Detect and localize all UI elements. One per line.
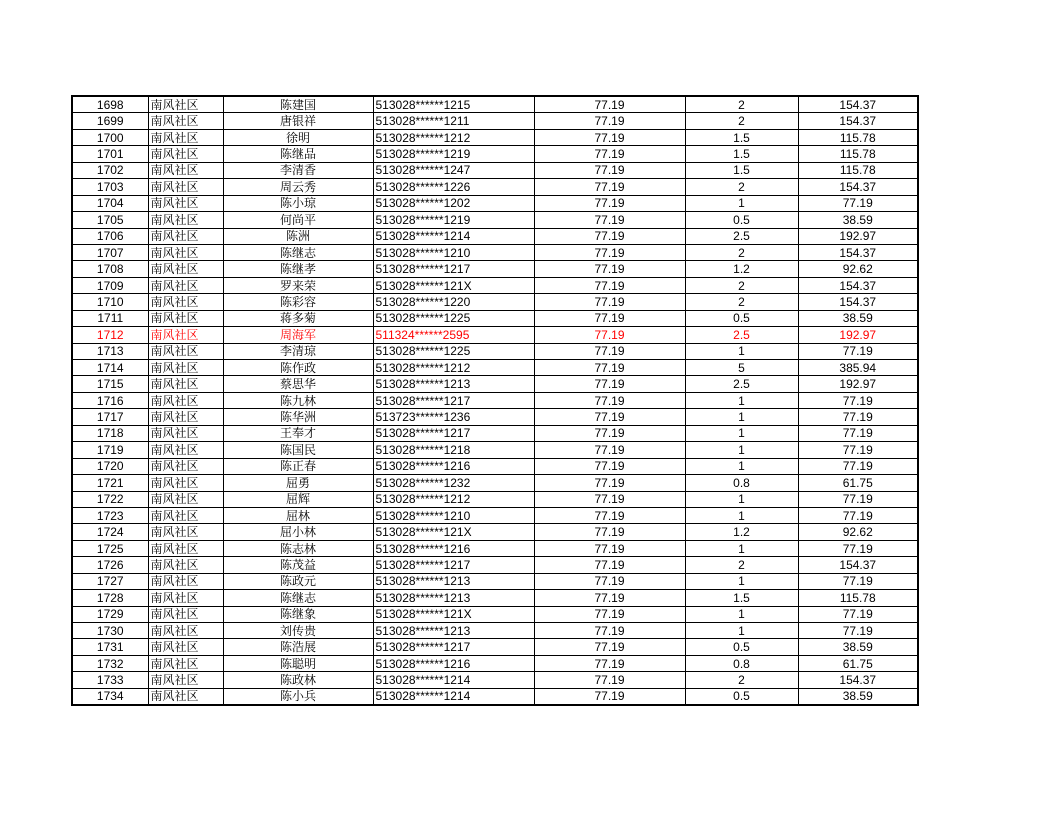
quantity-cell: 2	[685, 96, 798, 113]
name-cell: 蔡思华	[223, 376, 373, 392]
quantity-cell: 1	[685, 623, 798, 639]
row-number-cell: 1721	[72, 475, 148, 491]
id-number-cell: 513028******1211	[373, 113, 534, 129]
name-cell: 陈彩容	[223, 294, 373, 310]
community-cell: 南风社区	[148, 606, 223, 622]
name-cell: 陈继志	[223, 244, 373, 260]
amount-cell: 61.75	[798, 655, 918, 671]
name-cell: 陈作政	[223, 360, 373, 376]
row-number-cell: 1713	[72, 343, 148, 359]
row-number-cell: 1730	[72, 623, 148, 639]
quantity-cell: 2.5	[685, 228, 798, 244]
quantity-cell: 2.5	[685, 327, 798, 343]
quantity-cell: 1	[685, 409, 798, 425]
amount-cell: 38.59	[798, 639, 918, 655]
amount-cell: 77.19	[798, 540, 918, 556]
amount-cell: 154.37	[798, 557, 918, 573]
row-number-cell: 1707	[72, 244, 148, 260]
amount-cell: 77.19	[798, 458, 918, 474]
id-number-cell: 513028******1213	[373, 376, 534, 392]
table-row	[72, 179, 918, 195]
quantity-cell: 1.5	[685, 146, 798, 162]
name-cell: 李清香	[223, 162, 373, 178]
table-row	[72, 244, 918, 260]
unit-price-cell: 77.19	[534, 294, 685, 310]
community-cell: 南风社区	[148, 129, 223, 145]
quantity-cell: 2	[685, 244, 798, 260]
name-cell: 陈华洲	[223, 409, 373, 425]
name-cell: 屈辉	[223, 491, 373, 507]
community-cell: 南风社区	[148, 507, 223, 523]
name-cell: 陈志林	[223, 540, 373, 556]
row-number-cell: 1702	[72, 162, 148, 178]
table-row	[72, 655, 918, 671]
unit-price-cell: 77.19	[534, 113, 685, 129]
amount-cell: 38.59	[798, 212, 918, 228]
quantity-cell: 1	[685, 195, 798, 211]
name-cell: 陈继孝	[223, 261, 373, 277]
row-number-cell: 1705	[72, 212, 148, 228]
table-row	[72, 277, 918, 293]
id-number-cell: 513028******1216	[373, 540, 534, 556]
name-cell: 王奉才	[223, 425, 373, 441]
table-row	[72, 392, 918, 408]
table-row	[72, 639, 918, 655]
amount-cell: 385.94	[798, 360, 918, 376]
community-cell: 南风社区	[148, 392, 223, 408]
table-row	[72, 425, 918, 441]
quantity-cell: 1	[685, 442, 798, 458]
name-cell: 刘传贵	[223, 623, 373, 639]
table-row	[72, 475, 918, 491]
row-number-cell: 1699	[72, 113, 148, 129]
unit-price-cell: 77.19	[534, 573, 685, 589]
id-number-cell: 513028******1217	[373, 557, 534, 573]
name-cell: 屈林	[223, 507, 373, 523]
unit-price-cell: 77.19	[534, 376, 685, 392]
id-number-cell: 513028******1220	[373, 294, 534, 310]
data-table	[71, 95, 919, 706]
amount-cell: 77.19	[798, 442, 918, 458]
unit-price-cell: 77.19	[534, 409, 685, 425]
row-number-cell: 1712	[72, 327, 148, 343]
quantity-cell: 2	[685, 672, 798, 688]
unit-price-cell: 77.19	[534, 360, 685, 376]
unit-price-cell: 77.19	[534, 425, 685, 441]
quantity-cell: 1.2	[685, 261, 798, 277]
unit-price-cell: 77.19	[534, 442, 685, 458]
name-cell: 唐银祥	[223, 113, 373, 129]
quantity-cell: 1	[685, 540, 798, 556]
community-cell: 南风社区	[148, 590, 223, 606]
table-row	[72, 310, 918, 326]
quantity-cell: 1	[685, 491, 798, 507]
community-cell: 南风社区	[148, 573, 223, 589]
id-number-cell: 513028******1219	[373, 146, 534, 162]
quantity-cell: 2	[685, 294, 798, 310]
id-number-cell: 513028******1216	[373, 655, 534, 671]
community-cell: 南风社区	[148, 540, 223, 556]
community-cell: 南风社区	[148, 409, 223, 425]
unit-price-cell: 77.19	[534, 491, 685, 507]
id-number-cell: 513028******1247	[373, 162, 534, 178]
id-number-cell: 513028******1210	[373, 507, 534, 523]
amount-cell: 115.78	[798, 590, 918, 606]
quantity-cell: 1	[685, 343, 798, 359]
id-number-cell: 513028******1213	[373, 623, 534, 639]
table-row	[72, 146, 918, 162]
table-row	[72, 458, 918, 474]
name-cell: 陈国民	[223, 442, 373, 458]
row-number-cell: 1716	[72, 392, 148, 408]
amount-cell: 154.37	[798, 113, 918, 129]
id-number-cell: 513028******1217	[373, 639, 534, 655]
amount-cell: 77.19	[798, 606, 918, 622]
table-row	[72, 360, 918, 376]
row-number-cell: 1710	[72, 294, 148, 310]
id-number-cell: 513028******1214	[373, 688, 534, 705]
row-number-cell: 1731	[72, 639, 148, 655]
unit-price-cell: 77.19	[534, 261, 685, 277]
table-row	[72, 672, 918, 688]
quantity-cell: 1.5	[685, 590, 798, 606]
unit-price-cell: 77.19	[534, 96, 685, 113]
name-cell: 陈建国	[223, 96, 373, 113]
id-number-cell: 513028******1212	[373, 129, 534, 145]
row-number-cell: 1734	[72, 688, 148, 705]
amount-cell: 154.37	[798, 179, 918, 195]
unit-price-cell: 77.19	[534, 212, 685, 228]
quantity-cell: 2	[685, 277, 798, 293]
unit-price-cell: 77.19	[534, 458, 685, 474]
amount-cell: 38.59	[798, 310, 918, 326]
quantity-cell: 0.5	[685, 212, 798, 228]
name-cell: 陈小琼	[223, 195, 373, 211]
id-number-cell: 513028******121X	[373, 606, 534, 622]
community-cell: 南风社区	[148, 475, 223, 491]
id-number-cell: 513028******1214	[373, 228, 534, 244]
amount-cell: 38.59	[798, 688, 918, 705]
community-cell: 南风社区	[148, 146, 223, 162]
unit-price-cell: 77.19	[534, 310, 685, 326]
unit-price-cell: 77.19	[534, 475, 685, 491]
table-row	[72, 573, 918, 589]
table-row	[72, 212, 918, 228]
unit-price-cell: 77.19	[534, 623, 685, 639]
community-cell: 南风社区	[148, 195, 223, 211]
amount-cell: 192.97	[798, 376, 918, 392]
row-number-cell: 1715	[72, 376, 148, 392]
id-number-cell: 513028******1217	[373, 261, 534, 277]
row-number-cell: 1717	[72, 409, 148, 425]
community-cell: 南风社区	[148, 442, 223, 458]
table-row	[72, 113, 918, 129]
table-row	[72, 96, 918, 113]
row-number-cell: 1726	[72, 557, 148, 573]
amount-cell: 77.19	[798, 623, 918, 639]
amount-cell: 115.78	[798, 129, 918, 145]
unit-price-cell: 77.19	[534, 606, 685, 622]
name-cell: 陈正春	[223, 458, 373, 474]
unit-price-cell: 77.19	[534, 244, 685, 260]
amount-cell: 77.19	[798, 507, 918, 523]
table-row	[72, 590, 918, 606]
community-cell: 南风社区	[148, 360, 223, 376]
community-cell: 南风社区	[148, 688, 223, 705]
community-cell: 南风社区	[148, 228, 223, 244]
quantity-cell: 1.2	[685, 524, 798, 540]
row-number-cell: 1701	[72, 146, 148, 162]
quantity-cell: 1	[685, 425, 798, 441]
table-row	[72, 688, 918, 705]
id-number-cell: 513028******1212	[373, 360, 534, 376]
unit-price-cell: 77.19	[534, 129, 685, 145]
community-cell: 南风社区	[148, 212, 223, 228]
id-number-cell: 513028******1212	[373, 491, 534, 507]
community-cell: 南风社区	[148, 261, 223, 277]
community-cell: 南风社区	[148, 639, 223, 655]
community-cell: 南风社区	[148, 458, 223, 474]
table-row	[72, 491, 918, 507]
name-cell: 徐明	[223, 129, 373, 145]
row-number-cell: 1733	[72, 672, 148, 688]
quantity-cell: 0.8	[685, 655, 798, 671]
table-row	[72, 623, 918, 639]
id-number-cell: 513028******121X	[373, 277, 534, 293]
row-number-cell: 1700	[72, 129, 148, 145]
amount-cell: 77.19	[798, 343, 918, 359]
community-cell: 南风社区	[148, 623, 223, 639]
row-number-cell: 1725	[72, 540, 148, 556]
amount-cell: 77.19	[798, 425, 918, 441]
table-row	[72, 327, 918, 343]
community-cell: 南风社区	[148, 244, 223, 260]
name-cell: 陈继品	[223, 146, 373, 162]
unit-price-cell: 77.19	[534, 179, 685, 195]
unit-price-cell: 77.19	[534, 639, 685, 655]
row-number-cell: 1698	[72, 96, 148, 113]
row-number-cell: 1729	[72, 606, 148, 622]
unit-price-cell: 77.19	[534, 507, 685, 523]
quantity-cell: 2	[685, 179, 798, 195]
id-number-cell: 513028******1216	[373, 458, 534, 474]
unit-price-cell: 77.19	[534, 392, 685, 408]
community-cell: 南风社区	[148, 425, 223, 441]
table-row	[72, 129, 918, 145]
name-cell: 陈九林	[223, 392, 373, 408]
name-cell: 陈政林	[223, 672, 373, 688]
table-row	[72, 294, 918, 310]
community-cell: 南风社区	[148, 294, 223, 310]
community-cell: 南风社区	[148, 162, 223, 178]
row-number-cell: 1732	[72, 655, 148, 671]
id-number-cell: 513028******1226	[373, 179, 534, 195]
table-row	[72, 162, 918, 178]
id-number-cell: 513028******1219	[373, 212, 534, 228]
name-cell: 陈聪明	[223, 655, 373, 671]
id-number-cell: 513028******1218	[373, 442, 534, 458]
quantity-cell: 0.5	[685, 310, 798, 326]
unit-price-cell: 77.19	[534, 540, 685, 556]
table-row	[72, 557, 918, 573]
unit-price-cell: 77.19	[534, 590, 685, 606]
row-number-cell: 1704	[72, 195, 148, 211]
quantity-cell: 2	[685, 113, 798, 129]
community-cell: 南风社区	[148, 277, 223, 293]
amount-cell: 154.37	[798, 244, 918, 260]
unit-price-cell: 77.19	[534, 277, 685, 293]
community-cell: 南风社区	[148, 655, 223, 671]
community-cell: 南风社区	[148, 343, 223, 359]
id-number-cell: 513028******1232	[373, 475, 534, 491]
row-number-cell: 1720	[72, 458, 148, 474]
community-cell: 南风社区	[148, 327, 223, 343]
id-number-cell: 513028******1217	[373, 425, 534, 441]
table-row	[72, 507, 918, 523]
quantity-cell: 1.5	[685, 129, 798, 145]
id-number-cell: 513028******1202	[373, 195, 534, 211]
row-number-cell: 1709	[72, 277, 148, 293]
table-body	[72, 96, 918, 705]
community-cell: 南风社区	[148, 96, 223, 113]
amount-cell: 154.37	[798, 672, 918, 688]
community-cell: 南风社区	[148, 376, 223, 392]
name-cell: 周云秀	[223, 179, 373, 195]
unit-price-cell: 77.19	[534, 327, 685, 343]
row-number-cell: 1724	[72, 524, 148, 540]
table-row	[72, 524, 918, 540]
quantity-cell: 5	[685, 360, 798, 376]
table-row	[72, 376, 918, 392]
unit-price-cell: 77.19	[534, 688, 685, 705]
row-number-cell: 1711	[72, 310, 148, 326]
community-cell: 南风社区	[148, 310, 223, 326]
id-number-cell: 513028******1225	[373, 343, 534, 359]
unit-price-cell: 77.19	[534, 195, 685, 211]
table-row	[72, 540, 918, 556]
table-row	[72, 409, 918, 425]
row-number-cell: 1727	[72, 573, 148, 589]
name-cell: 罗来荣	[223, 277, 373, 293]
id-number-cell: 513723******1236	[373, 409, 534, 425]
community-cell: 南风社区	[148, 179, 223, 195]
name-cell: 李清琼	[223, 343, 373, 359]
table-row	[72, 228, 918, 244]
amount-cell: 192.97	[798, 327, 918, 343]
name-cell: 陈小兵	[223, 688, 373, 705]
quantity-cell: 2.5	[685, 376, 798, 392]
amount-cell: 115.78	[798, 146, 918, 162]
quantity-cell: 0.8	[685, 475, 798, 491]
row-number-cell: 1706	[72, 228, 148, 244]
name-cell: 陈茂益	[223, 557, 373, 573]
amount-cell: 92.62	[798, 524, 918, 540]
name-cell: 何尚平	[223, 212, 373, 228]
unit-price-cell: 77.19	[534, 672, 685, 688]
community-cell: 南风社区	[148, 113, 223, 129]
table-row	[72, 442, 918, 458]
unit-price-cell: 77.19	[534, 524, 685, 540]
table-row	[72, 343, 918, 359]
row-number-cell: 1723	[72, 507, 148, 523]
amount-cell: 61.75	[798, 475, 918, 491]
amount-cell: 115.78	[798, 162, 918, 178]
amount-cell: 192.97	[798, 228, 918, 244]
id-number-cell: 513028******1214	[373, 672, 534, 688]
community-cell: 南风社区	[148, 524, 223, 540]
row-number-cell: 1703	[72, 179, 148, 195]
quantity-cell: 2	[685, 557, 798, 573]
quantity-cell: 0.5	[685, 688, 798, 705]
table-row	[72, 606, 918, 622]
amount-cell: 77.19	[798, 409, 918, 425]
unit-price-cell: 77.19	[534, 655, 685, 671]
amount-cell: 77.19	[798, 392, 918, 408]
quantity-cell: 1	[685, 507, 798, 523]
name-cell: 蒋多菊	[223, 310, 373, 326]
community-cell: 南风社区	[148, 491, 223, 507]
row-number-cell: 1728	[72, 590, 148, 606]
amount-cell: 154.37	[798, 96, 918, 113]
name-cell: 屈小林	[223, 524, 373, 540]
row-number-cell: 1719	[72, 442, 148, 458]
name-cell: 陈洲	[223, 228, 373, 244]
amount-cell: 92.62	[798, 261, 918, 277]
id-number-cell: 513028******1213	[373, 573, 534, 589]
community-cell: 南风社区	[148, 672, 223, 688]
community-cell: 南风社区	[148, 557, 223, 573]
id-number-cell: 511324******2595	[373, 327, 534, 343]
name-cell: 周海军	[223, 327, 373, 343]
table-row	[72, 261, 918, 277]
amount-cell: 77.19	[798, 491, 918, 507]
id-number-cell: 513028******1215	[373, 96, 534, 113]
table-row	[72, 195, 918, 211]
name-cell: 屈勇	[223, 475, 373, 491]
quantity-cell: 1	[685, 458, 798, 474]
amount-cell: 77.19	[798, 195, 918, 211]
row-number-cell: 1718	[72, 425, 148, 441]
unit-price-cell: 77.19	[534, 162, 685, 178]
unit-price-cell: 77.19	[534, 343, 685, 359]
row-number-cell: 1722	[72, 491, 148, 507]
quantity-cell: 1	[685, 573, 798, 589]
unit-price-cell: 77.19	[534, 557, 685, 573]
quantity-cell: 0.5	[685, 639, 798, 655]
quantity-cell: 1.5	[685, 162, 798, 178]
id-number-cell: 513028******121X	[373, 524, 534, 540]
amount-cell: 154.37	[798, 277, 918, 293]
unit-price-cell: 77.19	[534, 146, 685, 162]
name-cell: 陈浩展	[223, 639, 373, 655]
id-number-cell: 513028******1213	[373, 590, 534, 606]
name-cell: 陈继象	[223, 606, 373, 622]
quantity-cell: 1	[685, 606, 798, 622]
id-number-cell: 513028******1217	[373, 392, 534, 408]
row-number-cell: 1714	[72, 360, 148, 376]
amount-cell: 77.19	[798, 573, 918, 589]
row-number-cell: 1708	[72, 261, 148, 277]
name-cell: 陈政元	[223, 573, 373, 589]
unit-price-cell: 77.19	[534, 228, 685, 244]
quantity-cell: 1	[685, 392, 798, 408]
name-cell: 陈继志	[223, 590, 373, 606]
amount-cell: 154.37	[798, 294, 918, 310]
id-number-cell: 513028******1210	[373, 244, 534, 260]
id-number-cell: 513028******1225	[373, 310, 534, 326]
